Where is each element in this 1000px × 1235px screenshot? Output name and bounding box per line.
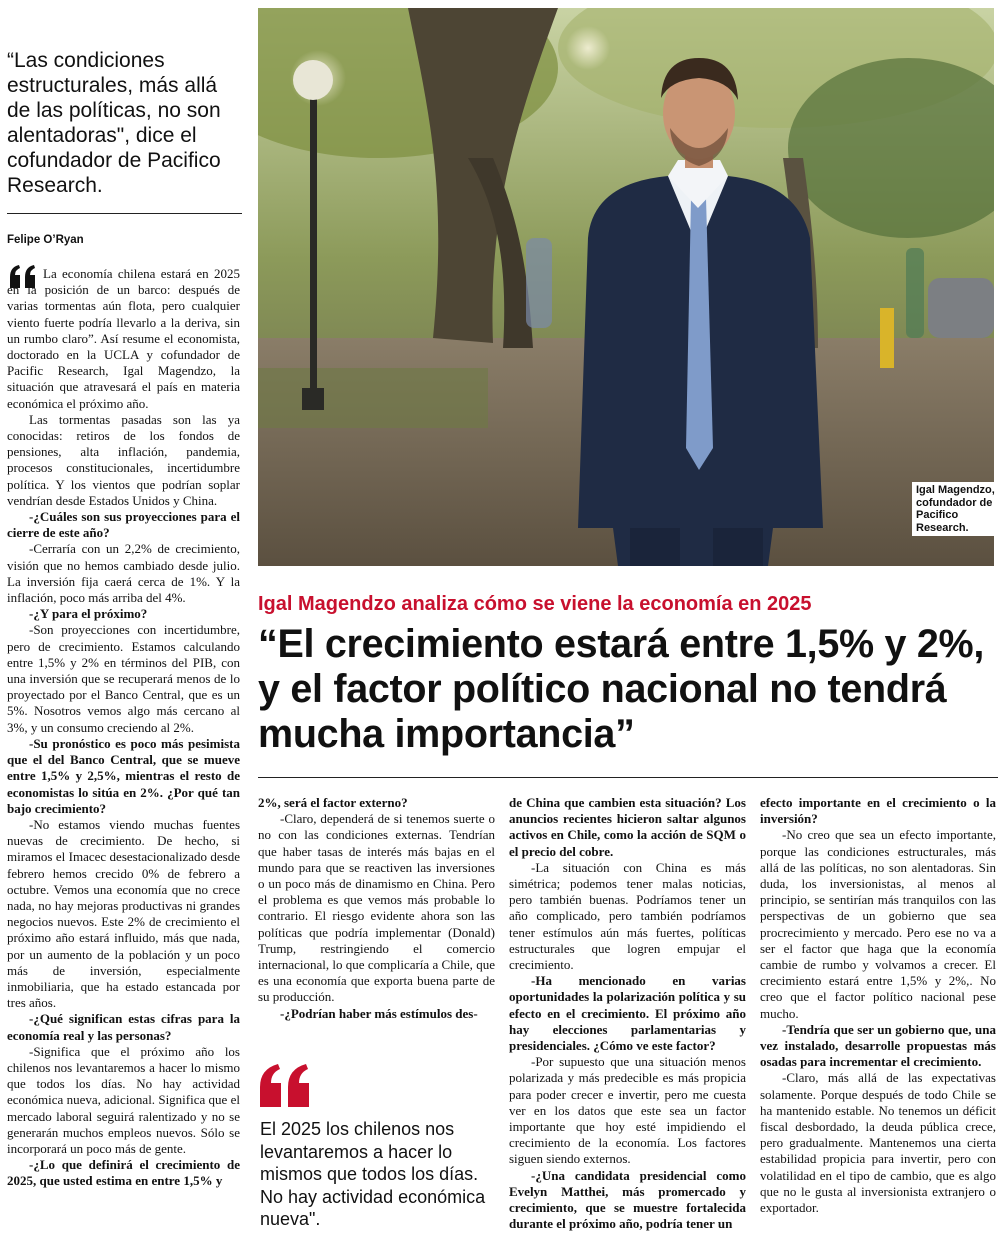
body-paragraph: Las tormentas pasadas son las ya conocidas: retiros de los fondos de pensiones, alta inflación, pandemia, procesos constitucionales, incertidumbre política. Y los vientos que podrían soplar vendrían desde Estados Unidos y China.	[7, 411, 240, 508]
body-paragraph: -Claro, dependerá de si tenemos suerte o no con las condiciones externas. Tendrían que haber tasas de interés más bajas en el mundo para que se reactiven las inversiones o un poco más de dinamismo en China. Pero el problema es que vemos más probable lo contrario. El riesgo evidente ahora son las políticas que podría implementar (Donald) Trump, restringiendo el comercio internacional, lo que complicaría a Chile, que es una economía que exporta buena parte de su producción.	[258, 811, 495, 1005]
article-column-2	[258, 795, 495, 1022]
question-paragraph: de China que cambien esta situación? Los anuncios recientes hicieron saltar algunos activos en Chile, como la acción de SQM o el precio del cobre.	[509, 795, 746, 859]
body-paragraph: -No creo que sea un efecto importante, porque las condiciones estructurales, más allá de las políticas, no son alentadoras. Sin duda, los inversionistas, al menos al principio, se sentirían más tranquilos con las perspectivas de un gobierno que sea procrecimiento y mercado. Pero ese no va a ser el factor que haga que la economía cambie de rumbo y volvamos a crecer. El crecimiento estará entre 1,5% y 2%,. No creo que el factor político nacional pese mucho.	[760, 827, 996, 1021]
open-quote-icon	[258, 1063, 312, 1114]
highlight-quote: El 2025 los chilenos nos levantaremos a hacer lo mismos que todos los días. No hay actividad económica nueva".	[260, 1119, 486, 1229]
article-column-3	[509, 795, 746, 1232]
article-column-4	[760, 795, 996, 1216]
question-paragraph: -Ha mencionado en varias oportunidades la polarización política y su efecto en el crecimiento. El próximo año hay elecciones parlamentarias y presidenciales. ¿Cómo ve este factor?	[509, 973, 746, 1054]
question-paragraph: -¿Lo que definirá el crecimiento de 2025, que usted estima en entre 1,5% y	[7, 1157, 240, 1189]
body-paragraph: La economía chilena estará en 2025 en la posición de un barco: después de varias tormentas aún flota, pero cualquier viento fuerte podría llevarlo a la deriva, sin un rumbo claro”. Así resume el economista, doctorado en la UCLA y cofundador de Pacific Research, Igal Magendzo, la situación que atravesará el país en materia económica el próximo año.	[7, 266, 240, 411]
sidebar-divider	[7, 213, 242, 214]
body-paragraph: -Por supuesto que una situación menos polarizada y más predecible es más propicia para poder crecer e invertir, pero me cuesta ver en los datos que este sea un factor importante que hoy esté impidiendo el crecimiento de la economía. Los factores siguen siendo externos.	[509, 1054, 746, 1167]
question-paragraph: -¿Una candidata presidencial como Evelyn Matthei, más promercado y crecimiento, que se muestre fortalecida durante el próximo año, podría tener un	[509, 1167, 746, 1232]
body-paragraph: -Cerraría con un 2,2% de crecimiento, visión que no hemos cambiado desde julio. La inversión fija caerá cerca de 1%. Y la inflación, poco más arriba del 4%.	[7, 541, 240, 606]
body-paragraph: -Son proyecciones con incertidumbre, pero de crecimiento. Estamos calculando entre 1,5% y 2% en términos del PIB, con una inversión que se recuperará menos de lo proyectado por el Banco Central, que es un 5%. Nosotros vemos algo más cercano al 3%, y un consumo creciendo al 2%.	[7, 622, 240, 735]
question-paragraph: efecto importante en el crecimiento o la inversión?	[760, 795, 996, 827]
question-paragraph: -Tendría que ser un gobierno que, una vez instalado, desarrolle propuestas más osadas para incrementar el crecimiento.	[760, 1021, 996, 1070]
portrait-photo	[258, 8, 994, 566]
article-column-1	[7, 266, 240, 1190]
question-paragraph: 2%, será el factor externo?	[258, 795, 408, 810]
body-paragraph: -Significa que el próximo año los chilenos nos levantaremos a hacer lo mismo que todos los días. No hay actividad económica nueva, adicional. Significa que el mercado laboral seguirá ralentizado y no se generarán muchos empleos nuevos. Sólo se incorporará un poco más de gente.	[7, 1043, 240, 1156]
question-paragraph: -¿Qué significan estas cifras para la economía real y las personas?	[7, 1011, 240, 1043]
body-paragraph: -No estamos viendo muchas fuentes nuevas de crecimiento. De hecho, si miramos el Imacec desestacionalizado desde febrero hemos crecido 0% de febrero a octubre. Vemos una economía que no crece nada, no hay mejoras productivas ni grandes negocios nuevos. Este 2% de crecimiento el próximo año estará influido, más que nada, por un aumento de la población y un poco más de inversión, especialmente inmobiliaria, que ha estado estancada por tres años.	[7, 816, 240, 1011]
photo-caption: Igal Magendzo, cofundador de Pacifico Research.	[912, 482, 1000, 536]
headline: “El crecimiento estará entre 1,5% y 2%, y el factor político nacional no tendrá mucha importancia”	[258, 622, 984, 756]
question-paragraph: -¿Cuáles son sus proyecciones para el cierre de este año?	[7, 509, 240, 541]
question-paragraph: -Su pronóstico es poco más pesimista que el del Banco Central, que se mueve entre 1,5% y 2,5%, mientras el resto de economistas lo sitúa en 2%. ¿Por qué tan bajo crecimiento?	[7, 735, 240, 816]
byline: Felipe O’Ryan	[7, 234, 84, 246]
question-paragraph: -¿Y para el próximo?	[29, 606, 148, 622]
body-paragraph: -Claro, más allá de las expectativas solamente. Porque después de todo Chile se ha mantenido estable. No tenemos un déficit fiscal desbordado, la deuda pública crece, pero gradualmente. Mantenemos una cierta estabilidad propicia para invertir, pero con volatilidad en el tipo de cambio, que es algo que no le gusta al inversionista extranjero o exportador.	[760, 1070, 996, 1216]
kicker: Igal Magendzo analiza cómo se viene la economía en 2025	[258, 593, 812, 615]
headline-divider	[258, 777, 998, 778]
body-paragraph: -La situación con China es más simétrica; podemos tener malas noticias, pero también buenas. Podríamos tener un año complicado, pero también podríamos tener estímulos aún más fuertes, políticas estructurales que logren empujar el crecimiento.	[509, 859, 746, 973]
sidebar-pull-quote: “Las condiciones estructurales, más allá de las políticas, no son alentadoras", dice el cofundador de Pacifico Research.	[7, 49, 221, 197]
question-paragraph: -¿Podrían haber más estímulos des-	[280, 1005, 478, 1021]
